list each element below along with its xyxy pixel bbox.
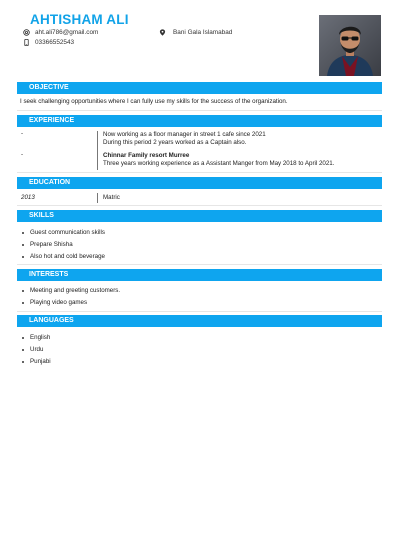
- interest-item: Meeting and greeting customers.: [30, 287, 121, 294]
- divider: [17, 172, 382, 173]
- experience-1-line-1: Now working as a floor manager in street 1 cafe since 2021: [103, 131, 266, 138]
- experience-heading: EXPERIENCE: [17, 115, 382, 127]
- education-divider: [97, 193, 98, 203]
- skill-item: Prepare Shisha: [30, 241, 73, 248]
- divider: [17, 205, 382, 206]
- language-item: Urdu: [30, 346, 44, 353]
- at-icon: [23, 29, 30, 36]
- bullet: [22, 302, 24, 304]
- divider: [17, 311, 382, 312]
- education-heading: EDUCATION: [17, 177, 382, 189]
- interest-item: Playing video games: [30, 299, 88, 306]
- objective-heading: OBJECTIVE: [17, 82, 382, 94]
- profile-photo: [319, 15, 381, 76]
- skills-heading: SKILLS: [17, 210, 382, 222]
- experience-2-company: Chinnar Family resort Murree: [103, 152, 190, 159]
- skill-item: Also hot and cold beverage: [30, 253, 105, 260]
- languages-heading: LANGUAGES: [17, 315, 382, 327]
- bullet: [22, 256, 24, 258]
- bullet: [22, 244, 24, 246]
- experience-1-line-2: During this period 2 years worked as a Captain also.: [103, 139, 247, 146]
- phone-text: 03366552543: [35, 39, 75, 46]
- language-item: Punjabi: [30, 358, 51, 365]
- email-contact: [23, 29, 98, 36]
- education-year: 2013: [21, 194, 35, 201]
- divider: [17, 110, 382, 111]
- objective-text: I seek challenging opportunities where I can fully use my skills for the success of the organization.: [20, 98, 288, 105]
- bullet: [22, 290, 24, 292]
- location-text: Bani Gala Islamabad: [173, 29, 233, 36]
- bullet: [22, 349, 24, 351]
- bullet: [22, 232, 24, 234]
- bullet: [22, 361, 24, 363]
- experience-2-line-1: Three years working experience as a Assistant Manger from May 2018 to April 2021.: [103, 160, 335, 167]
- experience-date-1: -: [21, 130, 24, 137]
- bullet: [22, 337, 24, 339]
- candidate-name: AHTISHAM ALI: [30, 12, 129, 27]
- skill-item: Guest communication skills: [30, 229, 105, 236]
- map-pin-icon: [159, 29, 166, 36]
- email-text[interactable]: aht.ali786@gmail.com: [35, 29, 99, 36]
- education-degree: Matric: [103, 194, 120, 201]
- experience-date-2: -: [21, 151, 24, 158]
- divider: [17, 264, 382, 265]
- phone-contact: [23, 39, 74, 46]
- phone-icon: [23, 39, 30, 46]
- location-contact: [159, 29, 232, 36]
- language-item: English: [30, 334, 51, 341]
- interests-heading: INTERESTS: [17, 269, 382, 281]
- experience-divider: [97, 131, 98, 170]
